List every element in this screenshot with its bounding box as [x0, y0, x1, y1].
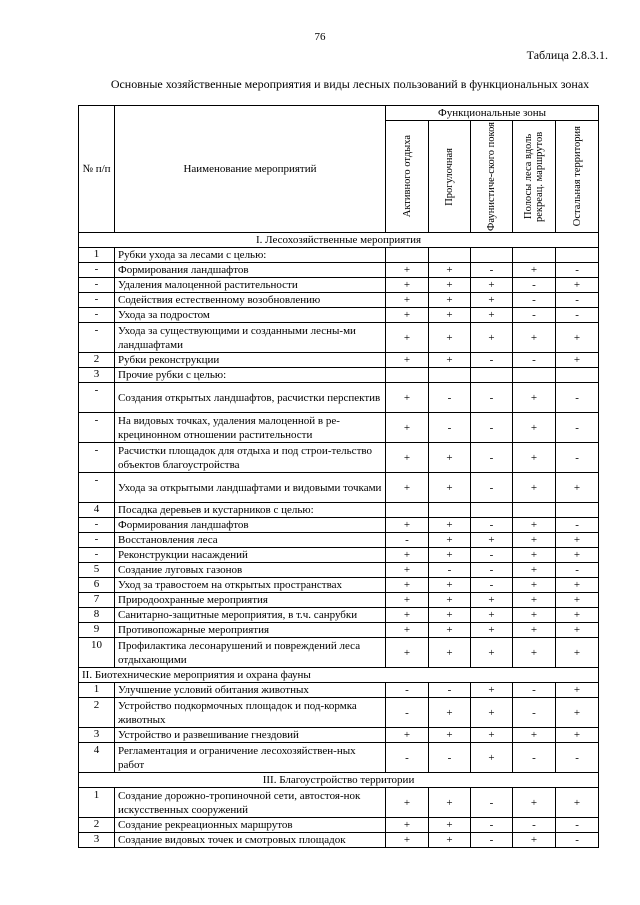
zone-mark: +: [471, 683, 513, 698]
zone-mark: +: [471, 743, 513, 773]
row-measure-name: Ухода за подростом: [115, 308, 386, 323]
table-row: [79, 278, 599, 293]
zone-mark: +: [513, 323, 556, 353]
zone-mark: +: [429, 608, 471, 623]
table-row: [79, 308, 599, 323]
zone-mark: -: [471, 443, 513, 473]
row-measure-name: Создания открытых ландшафтов, расчистки перспектив: [115, 383, 386, 413]
row-measure-name: На видовых точках, удаления малоценной в ре-крецинонном отношении растительности: [115, 413, 386, 443]
zone-mark: -: [471, 833, 513, 848]
row-number: 2: [79, 818, 115, 833]
row-measure-name: Противопожарные мероприятия: [115, 623, 386, 638]
row-measure-name: Регламентация и ограничение лесохозяйствен-ных работ: [115, 743, 386, 773]
table-row: [79, 683, 599, 698]
zone-mark: +: [556, 728, 599, 743]
zone-mark: +: [513, 833, 556, 848]
row-number: -: [79, 533, 115, 548]
zone-mark: +: [556, 638, 599, 668]
zone-mark: +: [386, 818, 429, 833]
header-zone-label: Полосы леса вдоль рекреац. маршрутов: [523, 131, 545, 222]
zone-mark: +: [513, 548, 556, 563]
row-number: -: [79, 443, 115, 473]
zone-mark: +: [471, 308, 513, 323]
zone-mark: [513, 503, 556, 518]
row-number: 4: [79, 743, 115, 773]
zone-mark: +: [471, 728, 513, 743]
zone-mark: [556, 503, 599, 518]
table-row: [79, 833, 599, 848]
row-number: -: [79, 518, 115, 533]
row-number: 3: [79, 728, 115, 743]
table-row: [79, 323, 599, 353]
zone-mark: -: [429, 383, 471, 413]
row-number: -: [79, 263, 115, 278]
row-number: 9: [79, 623, 115, 638]
zone-mark: +: [513, 383, 556, 413]
row-measure-name: Восстановления леса: [115, 533, 386, 548]
zone-mark: +: [386, 413, 429, 443]
zone-mark: +: [429, 278, 471, 293]
table-row: [79, 518, 599, 533]
zone-mark: -: [513, 818, 556, 833]
zone-mark: +: [429, 788, 471, 818]
zone-mark: +: [556, 698, 599, 728]
row-measure-name: Формирования ландшафтов: [115, 518, 386, 533]
row-number: -: [79, 308, 115, 323]
zone-mark: +: [471, 608, 513, 623]
table-row: [79, 578, 599, 593]
row-number: 4: [79, 503, 115, 518]
zone-mark: +: [513, 563, 556, 578]
zone-mark: +: [386, 443, 429, 473]
table-row: [79, 788, 599, 818]
zone-mark: -: [471, 413, 513, 443]
zone-mark: +: [513, 623, 556, 638]
section-row: [79, 668, 599, 683]
zone-mark: -: [513, 743, 556, 773]
zone-mark: -: [429, 563, 471, 578]
row-number: 6: [79, 578, 115, 593]
zone-mark: -: [556, 743, 599, 773]
zone-mark: [429, 503, 471, 518]
section-title: III. Благоустройство территории: [79, 773, 599, 788]
row-measure-name: Устройство подкормочных площадок и под-кормка животных: [115, 698, 386, 728]
row-measure-name: Ухода за существующими и созданными лесны-ми ландшафтами: [115, 323, 386, 353]
zone-mark: -: [429, 413, 471, 443]
zone-mark: -: [556, 563, 599, 578]
zone-mark: [513, 248, 556, 263]
table-row: [79, 623, 599, 638]
zone-mark: -: [471, 263, 513, 278]
zone-mark: [386, 248, 429, 263]
zone-mark: -: [429, 743, 471, 773]
header-zone-active: [386, 121, 429, 233]
zone-mark: +: [386, 593, 429, 608]
zone-mark: -: [471, 473, 513, 503]
row-number: 7: [79, 593, 115, 608]
zone-mark: [471, 503, 513, 518]
table-row: [79, 593, 599, 608]
zone-mark: +: [513, 788, 556, 818]
page-number: 76: [314, 31, 326, 43]
zone-mark: -: [556, 518, 599, 533]
zone-mark: [471, 248, 513, 263]
zone-mark: +: [513, 533, 556, 548]
header-name: Наименование мероприятий: [115, 106, 386, 233]
zone-mark: +: [556, 548, 599, 563]
zone-mark: -: [556, 293, 599, 308]
zone-mark: +: [429, 443, 471, 473]
section-row: [79, 233, 599, 248]
header-zones-group: Функциональные зоны: [386, 106, 599, 121]
table-row: [79, 263, 599, 278]
row-number: 1: [79, 788, 115, 818]
zone-mark: +: [513, 413, 556, 443]
zone-mark: [556, 248, 599, 263]
row-number: 3: [79, 368, 115, 383]
zone-mark: +: [386, 353, 429, 368]
zone-mark: +: [471, 278, 513, 293]
zone-mark: -: [556, 383, 599, 413]
zone-mark: +: [386, 308, 429, 323]
zone-mark: -: [513, 278, 556, 293]
table-row: [79, 473, 599, 503]
row-measure-name: Уход за травостоем на открытых пространствах: [115, 578, 386, 593]
table-body: [79, 233, 599, 848]
zone-mark: +: [386, 323, 429, 353]
zone-mark: [556, 368, 599, 383]
zone-mark: -: [386, 743, 429, 773]
row-measure-name: Расчистки площадок для отдыха и под строи-тельство объектов благоустройства: [115, 443, 386, 473]
table-row: [79, 413, 599, 443]
header-zone-other: [556, 121, 599, 233]
row-measure-name: Создание рекреационных маршрутов: [115, 818, 386, 833]
zone-mark: +: [429, 833, 471, 848]
row-number: 1: [79, 683, 115, 698]
table-row: [79, 503, 599, 518]
row-measure-name: Природоохранные мероприятия: [115, 593, 386, 608]
table-row: [79, 443, 599, 473]
row-measure-name: Содействия естественному возобновлению: [115, 293, 386, 308]
row-number: 2: [79, 698, 115, 728]
row-number: -: [79, 548, 115, 563]
table-row: [79, 638, 599, 668]
zone-mark: -: [471, 383, 513, 413]
zone-mark: +: [471, 533, 513, 548]
row-measure-name: Формирования ландшафтов: [115, 263, 386, 278]
row-measure-name: Рубки ухода за лесами с целью:: [115, 248, 386, 263]
zone-mark: +: [556, 533, 599, 548]
measures-table: [78, 105, 599, 848]
zone-mark: +: [386, 263, 429, 278]
header-zone-routes: [513, 121, 556, 233]
zone-mark: +: [556, 788, 599, 818]
table-row: [79, 608, 599, 623]
table-row: [79, 248, 599, 263]
zone-mark: +: [513, 593, 556, 608]
row-measure-name: Санитарно-защитные мероприятия, в т.ч. санрубки: [115, 608, 386, 623]
row-number: 8: [79, 608, 115, 623]
zone-mark: +: [429, 623, 471, 638]
zone-mark: +: [471, 593, 513, 608]
zone-mark: +: [386, 548, 429, 563]
zone-mark: [513, 368, 556, 383]
zone-mark: +: [429, 818, 471, 833]
zone-mark: -: [513, 683, 556, 698]
table-row: [79, 293, 599, 308]
row-number: -: [79, 278, 115, 293]
zone-mark: -: [471, 578, 513, 593]
table-row: [79, 533, 599, 548]
row-number: 2: [79, 353, 115, 368]
row-measure-name: Посадка деревьев и кустарников с целью:: [115, 503, 386, 518]
zone-mark: +: [386, 608, 429, 623]
zone-mark: +: [429, 323, 471, 353]
zone-mark: -: [556, 443, 599, 473]
zone-mark: +: [471, 323, 513, 353]
row-number: 3: [79, 833, 115, 848]
header-zone-walking: [429, 121, 471, 233]
section-title: II. Биотехнические мероприятия и охрана фауны: [79, 668, 599, 683]
row-measure-name: Создание видовых точек и смотровых площадок: [115, 833, 386, 848]
section-title: I. Лесохозяйственные мероприятия: [79, 233, 599, 248]
row-number: -: [79, 413, 115, 443]
zone-mark: -: [513, 293, 556, 308]
row-number: 5: [79, 563, 115, 578]
header-zone-label: Остальная территория: [571, 126, 583, 227]
zone-mark: +: [513, 608, 556, 623]
row-measure-name: Профилактика лесонарушений и повреждений леса отдыхающими: [115, 638, 386, 668]
row-number: -: [79, 323, 115, 353]
zone-mark: +: [429, 548, 471, 563]
header-num: № п/п: [79, 106, 115, 233]
zone-mark: [429, 368, 471, 383]
zone-mark: -: [386, 533, 429, 548]
zone-mark: +: [429, 533, 471, 548]
table-row: [79, 698, 599, 728]
zone-mark: +: [429, 353, 471, 368]
zone-mark: +: [513, 578, 556, 593]
zone-mark: +: [386, 788, 429, 818]
zone-mark: +: [513, 638, 556, 668]
zone-mark: +: [513, 728, 556, 743]
table-row: [79, 368, 599, 383]
zone-mark: [429, 248, 471, 263]
table-row: [79, 728, 599, 743]
zone-mark: +: [386, 728, 429, 743]
zone-mark: +: [386, 293, 429, 308]
zone-mark: +: [429, 728, 471, 743]
zone-mark: +: [429, 473, 471, 503]
zone-mark: -: [471, 818, 513, 833]
row-number: 1: [79, 248, 115, 263]
table-row: [79, 383, 599, 413]
row-number: 10: [79, 638, 115, 668]
zone-mark: +: [386, 638, 429, 668]
zone-mark: -: [513, 698, 556, 728]
zone-mark: [471, 368, 513, 383]
zone-mark: +: [556, 623, 599, 638]
zone-mark: +: [386, 563, 429, 578]
zone-mark: +: [429, 293, 471, 308]
zone-mark: -: [471, 563, 513, 578]
zone-mark: -: [386, 683, 429, 698]
zone-mark: -: [556, 413, 599, 443]
table-row: [79, 743, 599, 773]
zone-mark: +: [429, 698, 471, 728]
zone-mark: +: [429, 578, 471, 593]
zone-mark: +: [556, 593, 599, 608]
row-measure-name: Создание дорожно-тропиночной сети, автостоя-нок искусственных сооружений: [115, 788, 386, 818]
zone-mark: +: [471, 293, 513, 308]
zone-mark: -: [556, 263, 599, 278]
zone-mark: +: [513, 443, 556, 473]
row-number: -: [79, 473, 115, 503]
zone-mark: +: [386, 578, 429, 593]
row-measure-name: Ухода за открытыми ландшафтами и видовыми точками: [115, 473, 386, 503]
table-header: [79, 106, 599, 233]
row-measure-name: Рубки реконструкции: [115, 353, 386, 368]
row-measure-name: Реконструкции насаждений: [115, 548, 386, 563]
zone-mark: -: [471, 788, 513, 818]
zone-mark: +: [429, 518, 471, 533]
zone-mark: +: [386, 518, 429, 533]
header-zone-fauna: [471, 121, 513, 233]
zone-mark: +: [471, 638, 513, 668]
table-title: Основные хозяйственные мероприятия и виды лесных пользований в функциональных зонах: [110, 77, 590, 91]
zone-mark: +: [556, 278, 599, 293]
table-row: [79, 563, 599, 578]
zone-mark: -: [386, 698, 429, 728]
zone-mark: +: [556, 683, 599, 698]
table-row: [79, 818, 599, 833]
zone-mark: +: [471, 698, 513, 728]
row-measure-name: Устройство и развешивание гнездовий: [115, 728, 386, 743]
zone-mark: +: [513, 473, 556, 503]
zone-mark: [386, 368, 429, 383]
zone-mark: [386, 503, 429, 518]
zone-mark: +: [386, 278, 429, 293]
zone-mark: +: [429, 263, 471, 278]
zone-mark: +: [556, 353, 599, 368]
zone-mark: -: [471, 353, 513, 368]
header-zone-label: Фаунистиче-ского покоя: [486, 122, 497, 231]
zone-mark: +: [429, 593, 471, 608]
header-zone-label: Прогулочная: [444, 147, 455, 206]
zone-mark: +: [556, 323, 599, 353]
zone-mark: -: [471, 518, 513, 533]
zone-mark: -: [556, 818, 599, 833]
row-measure-name: Прочие рубки с целью:: [115, 368, 386, 383]
header-zone-label: Активного отдыха: [401, 135, 413, 218]
zone-mark: +: [429, 638, 471, 668]
row-measure-name: Улучшение условий обитания животных: [115, 683, 386, 698]
zone-mark: +: [513, 518, 556, 533]
table-label: Таблица 2.8.3.1.: [526, 48, 608, 62]
zone-mark: -: [556, 833, 599, 848]
zone-mark: +: [471, 623, 513, 638]
zone-mark: +: [386, 833, 429, 848]
zone-mark: -: [513, 353, 556, 368]
zone-mark: +: [556, 578, 599, 593]
zone-mark: +: [429, 308, 471, 323]
row-number: -: [79, 383, 115, 413]
table-row: [79, 353, 599, 368]
zone-mark: +: [556, 473, 599, 503]
section-row: [79, 773, 599, 788]
zone-mark: +: [386, 473, 429, 503]
zone-mark: +: [386, 383, 429, 413]
zone-mark: +: [513, 263, 556, 278]
zone-mark: -: [471, 548, 513, 563]
zone-mark: +: [386, 623, 429, 638]
row-number: -: [79, 293, 115, 308]
zone-mark: -: [429, 683, 471, 698]
zone-mark: +: [556, 608, 599, 623]
zone-mark: -: [513, 308, 556, 323]
row-measure-name: Создание луговых газонов: [115, 563, 386, 578]
row-measure-name: Удаления малоценной растительности: [115, 278, 386, 293]
table-row: [79, 548, 599, 563]
zone-mark: -: [556, 308, 599, 323]
